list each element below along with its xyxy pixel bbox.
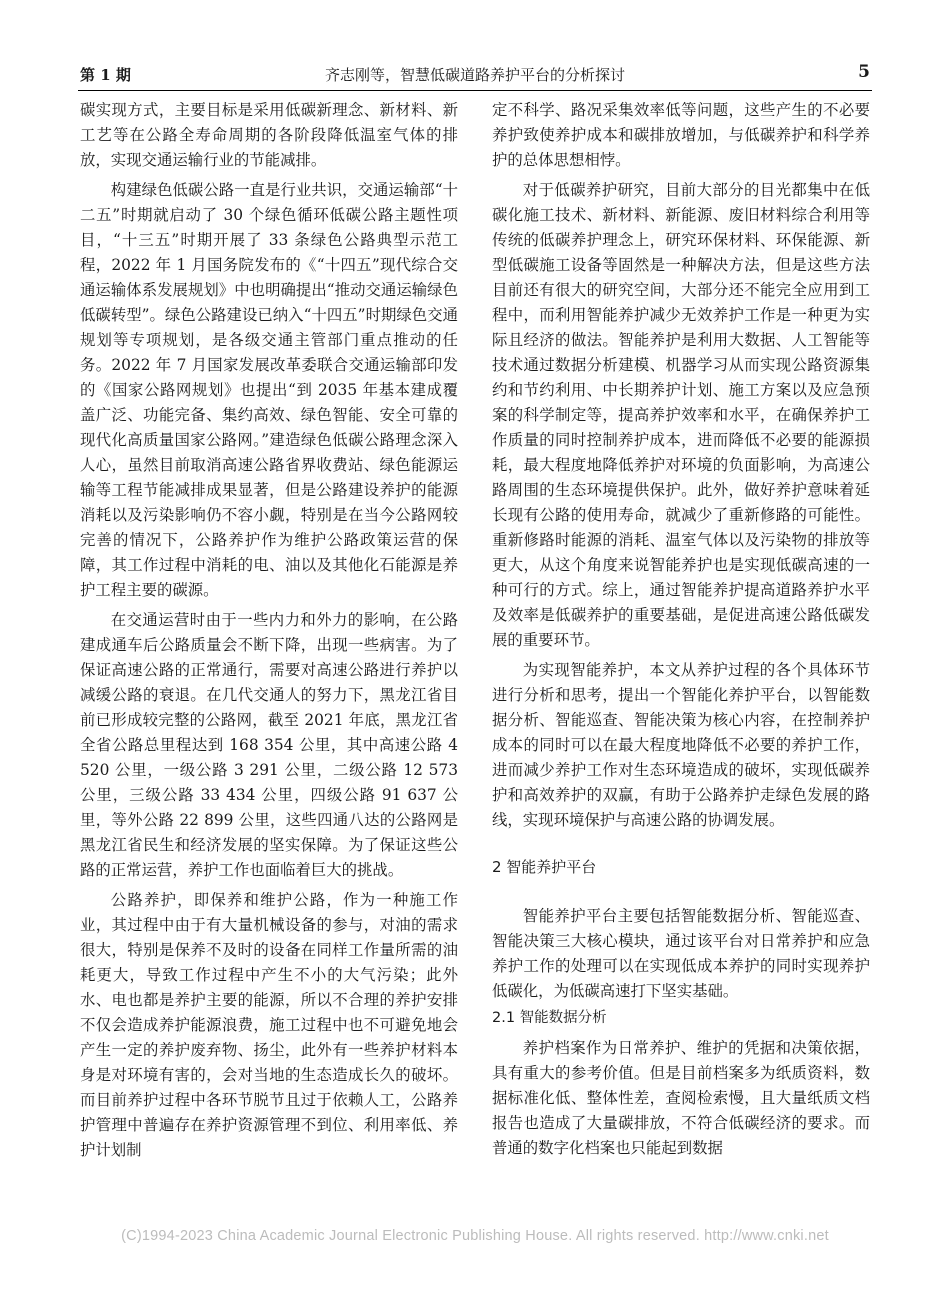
left-column xyxy=(80,98,458,1163)
paragraph: 智能养护平台主要包括智能数据分析、智能巡查、智能决策三大核心模块，通过该平台对日常养护和应急养护工作的处理可以在实现低成本养护的同时实现养护低碳化，为低碳高速打下坚实基础。 xyxy=(492,907,870,1000)
copyright-footer: (C)1994-2023 China Academic Journal Electronic Publishing House. All rights reserved. http://www.cnki.net xyxy=(121,1228,829,1244)
page-header xyxy=(78,62,872,91)
section-heading: 2 智能养护平台 xyxy=(492,858,597,876)
paragraph: 对于低碳养护研究，目前大部分的目光都集中在低碳化施工技术、新材料、新能源、废旧材料综合利用等传统的低碳养护理念上，研究环保材料、环保能源、新型低碳施工设备等固然是一种解决方法，但是这些方法目前还有很大的研究空间，大部分还不能完全应用到工程中，而利用智能养护减少无效养护工作是一种更为实际且经济的做法。智能养护是利用大数据、人工智能等技术通过数据分析建模、机器学习从而实现公路资源集约和节约利用、中长期养护计划、施工方案以及应急预案的科学制定等，提高养护效率和水平，在确保养护工作质量的同时控制养护成本，进而降低不必要的能源损耗，最大程度地降低养护对环境的负面影响，为高速公路周围的生态环境提供保护。此外，做好养护意味着延长现有公路的使用寿命，就减少了重新修路的可能性。重新修路时能源的消耗、温室气体以及污染物的排放等更大，从这个角度来说智能养护也是实现低碳高速的一种可行的方式。综上，通过智能养护提高道路养护水平及效率是低碳养护的重要基础，是促进高速公路低碳发展的重要环节。 xyxy=(492,181,870,649)
journal-issue: 第 1 期 xyxy=(80,66,131,84)
paragraph: 养护档案作为日常养护、维护的凭据和决策依据，具有重大的参考价值。但是目前档案多为纸质资料，数据标准化低、整体性差，查阅检索慢，且大量纸质文档报告也造成了大量碳排放，不符合低碳经济的要求。而普通的数字化档案也只能起到数据 xyxy=(492,1039,870,1157)
paragraph: 构建绿色低碳公路一直是行业共识，交通运输部“十二五”时期就启动了 30 个绿色循环低碳公路主题性项目，“十三五”时期开展了 33 条绿色公路典型示范工程，2022 年 1 月国务院发布的《“十四五”现代综合交通运输体系发展规划》中也明确提出“推动交通运输绿色低碳转型”。绿色公路建设已纳入“十四五”时期绿色交通规划等专项规划，是各级交通主管部门重点推动的任务。2022 年 7 月国家发展改革委联合交通运输部印发的《国家公路网规划》也提出“到 2035 年基本建成覆盖广泛、功能完备、集约高效、绿色智能、安全可靠的现代化高质量国家公路网。”建造绿色低碳公路理念深入人心，虽然目前取消高速公路省界收费站、绿色能源运输等工程节能减排成果显著，但是公路建设养护的能源消耗以及污染影响仍不容小觑，特别是在当今公路网较完善的情况下，公路养护作为维护公路政策运营的保障，其工作过程中消耗的电、油以及其他化石能源是养护工程主要的碳源。 xyxy=(80,181,458,599)
paragraph: 定不科学、路况采集效率低等问题，这些产生的不必要养护致使养护成本和碳排放增加，与低碳养护和科学养护的总体思想相悖。 xyxy=(492,101,870,169)
paragraph: 为实现智能养护，本文从养护过程的各个具体环节进行分析和思考，提出一个智能化养护平台，以智能数据分析、智能巡查、智能决策为核心内容，在控制养护成本的同时可以在最大程度地降低不必要的养护工作，进而减少养护工作对生态环境造成的破坏，实现低碳养护和高效养护的双赢，有助于公路养护走绿色发展的路线，实现环境保护与高速公路的协调发展。 xyxy=(492,661,870,829)
paragraph: 在交通运营时由于一些内力和外力的影响，在公路建成通车后公路质量会不断下降，出现一些病害。为了保证高速公路的正常通行，需要对高速公路进行养护以减缓公路的衰退。在几代交通人的努力下，黑龙江省目前已形成较完整的公路网，截至 2021 年底，黑龙江省全省公路总里程达到 168 354 公里，其中高速公路 4 520 公里，一级公路 3 291 公里，二级公路 12 573 公里，三级公路 33 434 公里，四级公路 91 637 公里，等外公路 22 899 公里，这些四通八达的公路网是黑龙江省民生和经济发展的坚实保障。为了保证这些公路的正常运营，养护工作也面临着巨大的挑战。 xyxy=(80,611,458,879)
paragraph: 碳实现方式，主要目标是采用低碳新理念、新材料、新工艺等在公路全寿命周期的各阶段降低温室气体的排放，实现交通运输行业的节能减排。 xyxy=(80,101,458,169)
right-column xyxy=(492,98,870,1161)
paragraph: 公路养护，即保养和维护公路，作为一种施工作业，其过程中由于有大量机械设备的参与，对油的需求很大，特别是保养不及时的设备在同样工作量所需的油耗更大，导致工作过程中产生不小的大气污染；此外水、电也都是养护主要的能源，所以不合理的养护安排不仅会造成养护能源浪费，施工过程中也不可避免地会产生一定的养护废弃物、扬尘，此外有一些养护材料本身是对环境有害的，会对当地的生态造成长久的破坏。而目前养护过程中各环节脱节且过于依赖人工，公路养护管理中普遍存在养护资源管理不到位、利用率低、养护计划制 xyxy=(80,891,458,1159)
page-number: 5 xyxy=(858,62,870,82)
subsection-heading: 2.1 智能数据分析 xyxy=(492,1010,607,1026)
running-title: 齐志刚等，智慧低碳道路养护平台的分析探讨 xyxy=(324,66,625,84)
